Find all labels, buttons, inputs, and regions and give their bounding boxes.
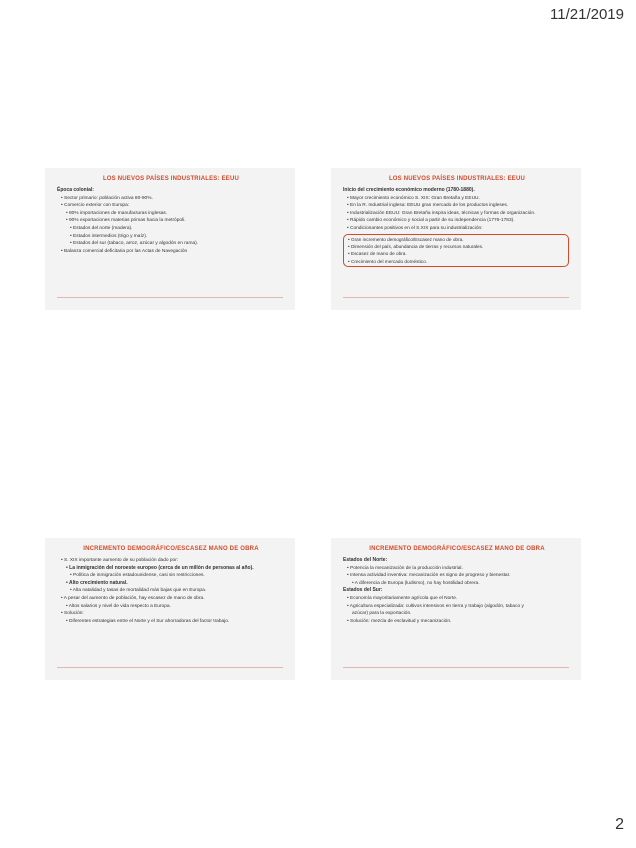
slide-footer-rule <box>57 667 283 668</box>
section-heading: Estados del Sur: <box>343 587 383 594</box>
slide-heading: Época colonial: <box>57 187 94 193</box>
bullet-line: • Alto crecimiento natural. <box>66 579 128 586</box>
slide-title: LOS NUEVOS PAÍSES INDUSTRIALES: EEUU <box>388 176 526 182</box>
bullet-line: • Altos salarios y nivel de vida respecto a Europa. <box>66 603 171 609</box>
slide-thumbnail-4 <box>331 538 581 680</box>
bullet-line: • Solución: mezcla de esclavitud y mecanización. <box>347 618 452 624</box>
slide-footer-rule <box>343 667 569 668</box>
bullet-line: • Sector primario: población activa 80-90%. <box>61 195 153 201</box>
bullet-line: • A pesar del aumento de población, hay escasez de mano de obra. <box>61 595 205 601</box>
print-date: 11/21/2019 <box>550 6 624 23</box>
bullet-line: • Balanza comercial deficitaria por las Actas de Navegación <box>61 248 188 254</box>
slide-thumbnail-2 <box>331 168 581 310</box>
bullet-line: • Rápido cambio económico y social a partir de su independencia (1776-1783). <box>347 218 515 224</box>
boxed-line: • Escasez de mano de obra. <box>348 251 407 257</box>
slide-title: LOS NUEVOS PAÍSES INDUSTRIALES: EEUU <box>102 176 240 182</box>
bullet-line: • Comercio exterior con Europa: <box>61 203 130 209</box>
bullet-line: • S. XIX importante aumento de su población dado por: <box>61 558 179 563</box>
bullet-line: • Mayor crecimiento económico S. XIX: Gran Bretaña y EEUU. <box>347 195 480 201</box>
slide-footer-rule <box>343 297 569 298</box>
bullet-line: • Industrialización EEUU: Gran Bretaña inspira ideas, técnicas y formas de organización. <box>347 210 536 216</box>
bullet-line: azúcar) para la exportación. <box>352 611 412 617</box>
boxed-line: • Crecimiento del mercado doméstico. <box>348 258 428 264</box>
section-heading: Estados del Norte: <box>343 557 388 563</box>
slide-heading: Inicio del crecimiento económico moderno (1780-1880). <box>343 187 475 193</box>
bullet-line: • 80% importaciones de manufacturas inglesas. <box>66 210 168 216</box>
bullet-line: • 90% exportaciones materias primas hacia la metrópoli. <box>66 218 186 224</box>
slide-title: INCREMENTO DEMOGRÁFICO/ESCASEZ MANO DE OBRA <box>83 546 259 552</box>
slide-title: INCREMENTO DEMOGRÁFICO/ESCASEZ MANO DE OBRA <box>369 546 545 552</box>
slide-thumbnail-1 <box>45 168 295 310</box>
slide-footer-rule <box>57 297 283 298</box>
page-number: 2 <box>615 816 624 833</box>
bullet-line: • La inmigración del noroeste europeo (cerca de un millón de personas al año). <box>66 564 254 571</box>
boxed-line: • Dimensión del país, abundancia de tierras y recursos naturales. <box>348 243 484 249</box>
bullet-line: • Intensa actividad inventiva: mecanización es signo de progreso y bienestar. <box>347 573 511 579</box>
bullet-line: • Estados del sur (tabaco, arroz, azúcar y algodón en rama). <box>70 241 199 247</box>
highlight-box <box>343 234 569 268</box>
slide-thumbnail-3 <box>45 538 295 680</box>
bullet-line: • Agricultura especializada: cultivos intensivos en tierra y trabajo (algodón, tabaco y <box>347 603 524 609</box>
bullet-line: • Estados del norte (madera). <box>70 225 133 231</box>
bullet-line: • En la R. Industrial inglesa: EEUU gran mercado de los productos ingleses. <box>347 203 509 209</box>
bullet-line: • Diferentes estrategias entre el Norte y el Sur ahorradoras del factor trabajo. <box>66 618 230 624</box>
bullet-line: • Potencia la mecanización de la producción industrial. <box>347 565 463 571</box>
bullet-line: • Condicionantes positivos en el S.XIX para su industrialización: <box>347 225 483 231</box>
bullet-line: • Economía mayoritariamente agrícola que el Norte. <box>347 595 458 601</box>
bullet-line: • Estados intermedios (trigo y maíz). <box>70 233 148 239</box>
boxed-line: • Gran incremento demográfico/Escasez mano de obra. <box>348 236 464 242</box>
bullet-line: • A diferencia de Europa (ludismo), no hay hostilidad obrera. <box>352 580 480 586</box>
bullet-line: • Solución: <box>61 611 84 617</box>
bullet-line: • Política de inmigración estadounidense, casi sin restricciones. <box>70 573 205 579</box>
bullet-line: • Alta natalidad y tasas de mortalidad más bajas que en Europa. <box>70 588 207 594</box>
